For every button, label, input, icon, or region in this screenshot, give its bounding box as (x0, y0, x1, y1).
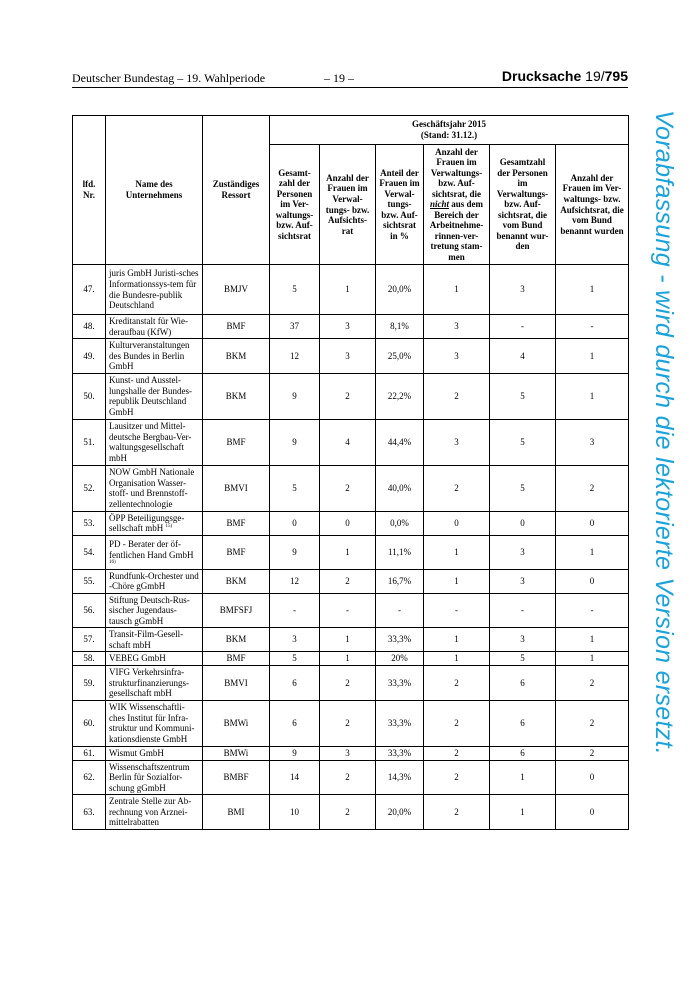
company-name-cell (106, 511, 203, 535)
women-count-cell: 2 (320, 666, 376, 701)
table-row (73, 628, 629, 652)
women-count-cell: 4 (320, 419, 376, 465)
total-federal-appointed-cell: 5 (490, 652, 556, 666)
ressort-cell: BMJV (203, 265, 270, 315)
ressort-cell: BMFSFJ (203, 593, 270, 628)
table-row (73, 265, 629, 315)
header-rule (72, 87, 628, 88)
ressort-cell: BMF (203, 419, 270, 465)
women-share-cell: 0,0% (376, 511, 424, 535)
footnote-marker: 15) (165, 524, 173, 530)
women-non-employee-cell: 1 (424, 535, 490, 569)
women-share-cell: 20% (376, 652, 424, 666)
total-federal-appointed-cell: 4 (490, 339, 556, 374)
ressort-cell: BKM (203, 628, 270, 652)
women-share-cell: 33,3% (376, 666, 424, 701)
row-number: 48. (73, 315, 106, 339)
company-name-cell (106, 419, 203, 465)
row-number: 52. (73, 465, 106, 511)
table-body (73, 265, 629, 830)
table-row (73, 465, 629, 511)
company-name: NOW GmbH Nationale Organisation Wasser-stoff- und Brennstoff-zellentechnologie (109, 467, 195, 509)
company-name: PD - Berater der öf-fentlichen Hand GmbH (109, 539, 194, 560)
row-number: 54. (73, 535, 106, 569)
women-count-cell: 3 (320, 746, 376, 760)
women-federal-appointed-cell: - (556, 593, 629, 628)
table-row (73, 795, 629, 830)
company-name: ÖPP Beteiligungsge-sellschaft mbH (109, 512, 185, 534)
company-name-cell (106, 760, 203, 795)
women-federal-appointed-cell: 2 (556, 700, 629, 746)
company-name: WIK Wissenschaftli-ches Institut für Infra-struktur und Kommuni-kationsdienste GmbH (109, 702, 195, 744)
row-number: 63. (73, 795, 106, 830)
header-lfd-nr: lfd. Nr. (73, 116, 106, 265)
company-name: Wissenschaftszentrum Berlin für Sozialfor-schung gGmbH (109, 761, 190, 793)
total-persons-cell: 9 (270, 373, 320, 419)
women-count-cell: 1 (320, 535, 376, 569)
women-non-employee-cell: 1 (424, 628, 490, 652)
total-persons-cell: 9 (270, 535, 320, 569)
header-company-name: Name des Unternehmens (106, 116, 203, 265)
women-non-employee-cell: 2 (424, 465, 490, 511)
women-count-cell: 3 (320, 339, 376, 374)
row-number: 58. (73, 652, 106, 666)
header-women-non-employee-b: aus dem Bereich der Arbeitnehme-rinnen-ver-tretung stam-men (429, 199, 484, 262)
women-non-employee-cell: 2 (424, 746, 490, 760)
total-federal-appointed-cell: 5 (490, 373, 556, 419)
total-persons-cell: 14 (270, 760, 320, 795)
supervisory-board-table (72, 115, 629, 830)
page-number: – 19 – (324, 71, 354, 85)
women-share-cell: 33,3% (376, 746, 424, 760)
ressort-cell: BMF (203, 315, 270, 339)
total-persons-cell: 5 (270, 652, 320, 666)
ressort-cell: BMI (203, 795, 270, 830)
doc-number-prefix: 19/ (585, 68, 605, 84)
women-share-cell: 16,7% (376, 569, 424, 593)
women-federal-appointed-cell: 0 (556, 511, 629, 535)
total-persons-cell: 12 (270, 339, 320, 374)
ressort-cell: BKM (203, 569, 270, 593)
women-federal-appointed-cell: 1 (556, 628, 629, 652)
total-persons-cell: 6 (270, 700, 320, 746)
women-non-employee-cell: 2 (424, 666, 490, 701)
header-fiscal-year-title: Geschäftsjahr 2015 (411, 119, 487, 130)
header-ressort: Zuständiges Ressort (203, 116, 270, 265)
ressort-cell: BKM (203, 373, 270, 419)
company-name: Kreditanstalt für Wie-deraufbau (KfW) (109, 316, 188, 337)
company-name-cell (106, 373, 203, 419)
company-name-cell (106, 700, 203, 746)
women-federal-appointed-cell: 1 (556, 652, 629, 666)
company-name: VIFG Verkehrsinfra-strukturfinanzierungs-gesellschaft mbH (109, 667, 189, 699)
ressort-cell: BMF (203, 652, 270, 666)
women-share-cell: 11,1% (376, 535, 424, 569)
table-row (73, 746, 629, 760)
total-persons-cell: 9 (270, 419, 320, 465)
table-row (73, 652, 629, 666)
header-fiscal-year-status: (Stand: 31.12.) (420, 130, 478, 140)
ressort-cell: BMWi (203, 746, 270, 760)
women-federal-appointed-cell: 1 (556, 265, 629, 315)
women-non-employee-cell: 2 (424, 700, 490, 746)
company-name-cell (106, 652, 203, 666)
total-federal-appointed-cell: - (490, 315, 556, 339)
company-name: juris GmbH Juristi-sches Informationssys-tem für die Bundesre-publik Deutschland (109, 268, 199, 311)
ressort-cell: BMF (203, 535, 270, 569)
women-count-cell: 0 (320, 511, 376, 535)
women-share-cell: 20,0% (376, 795, 424, 830)
total-federal-appointed-cell: 5 (490, 465, 556, 511)
row-number: 49. (73, 339, 106, 374)
total-persons-cell: 5 (270, 265, 320, 315)
company-name-cell (106, 535, 203, 569)
total-persons-cell: 3 (270, 628, 320, 652)
women-share-cell: 40,0% (376, 465, 424, 511)
table-row (73, 569, 629, 593)
company-name-cell (106, 569, 203, 593)
women-non-employee-cell: 1 (424, 569, 490, 593)
doc-label: Drucksache (501, 68, 582, 84)
header-row-1 (73, 116, 629, 145)
women-count-cell: 2 (320, 465, 376, 511)
header-women-share: Anteil der Frauen im Verwal-tungs- bzw. Auf-sichtsrat in % (376, 145, 424, 265)
total-federal-appointed-cell: - (490, 593, 556, 628)
table-row (73, 700, 629, 746)
company-name: Stiftung Deutsch-Rus-sischer Jugendaus-tausch gGmbH (109, 594, 190, 626)
women-share-cell: 33,3% (376, 700, 424, 746)
total-persons-cell: 0 (270, 511, 320, 535)
women-federal-appointed-cell: 1 (556, 373, 629, 419)
total-federal-appointed-cell: 3 (490, 628, 556, 652)
total-persons-cell: 12 (270, 569, 320, 593)
women-federal-appointed-cell: 2 (556, 746, 629, 760)
total-federal-appointed-cell: 6 (490, 666, 556, 701)
ressort-cell: BMBF (203, 760, 270, 795)
header-women-non-employee-emph: nicht (429, 199, 449, 210)
company-name-cell (106, 265, 203, 315)
row-number: 55. (73, 569, 106, 593)
total-federal-appointed-cell: 3 (490, 265, 556, 315)
women-count-cell: 2 (320, 373, 376, 419)
women-non-employee-cell: 3 (424, 339, 490, 374)
row-number: 47. (73, 265, 106, 315)
header-women-federal-appointed: Anzahl der Frauen im Ver-waltungs- bzw. Aufsichtsrat, die vom Bund benannt wurden (556, 145, 629, 265)
women-share-cell: - (376, 593, 424, 628)
women-count-cell: 2 (320, 760, 376, 795)
women-federal-appointed-cell: 1 (556, 339, 629, 374)
company-name-cell (106, 465, 203, 511)
row-number: 62. (73, 760, 106, 795)
women-share-cell: 22,2% (376, 373, 424, 419)
company-name: VEBEG GmbH (109, 653, 166, 664)
page-header (72, 70, 628, 88)
total-persons-cell: 10 (270, 795, 320, 830)
table-row (73, 419, 629, 465)
company-name: Lausitzer und Mittel-deutsche Bergbau-Ver-waltungsgesellschaft mbH (109, 421, 192, 463)
ressort-cell: BKM (203, 339, 270, 374)
table-row (73, 535, 629, 569)
women-share-cell: 25,0% (376, 339, 424, 374)
women-federal-appointed-cell: - (556, 315, 629, 339)
total-federal-appointed-cell: 3 (490, 535, 556, 569)
header-women-non-employee (424, 145, 490, 265)
company-name-cell (106, 666, 203, 701)
women-federal-appointed-cell: 2 (556, 666, 629, 701)
total-federal-appointed-cell: 1 (490, 760, 556, 795)
table-row (73, 315, 629, 339)
women-count-cell: 3 (320, 315, 376, 339)
document-number (502, 68, 628, 84)
women-federal-appointed-cell: 2 (556, 465, 629, 511)
women-non-employee-cell: 2 (424, 760, 490, 795)
table-row (73, 593, 629, 628)
women-count-cell: - (320, 593, 376, 628)
company-name: Kulturveranstaltungen des Bundes in Berlin GmbH (109, 340, 190, 372)
row-number: 56. (73, 593, 106, 628)
women-federal-appointed-cell: 0 (556, 795, 629, 830)
women-share-cell: 8,1% (376, 315, 424, 339)
company-name-cell (106, 795, 203, 830)
ressort-cell: BMVI (203, 666, 270, 701)
table-row (73, 339, 629, 374)
women-count-cell: 1 (320, 265, 376, 315)
company-name-cell (106, 339, 203, 374)
table-row (73, 760, 629, 795)
total-federal-appointed-cell: 0 (490, 511, 556, 535)
company-name: Kunst- und Ausstel-lungshalle der Bundes-republik Deutschland GmbH (109, 375, 192, 417)
women-non-employee-cell: 0 (424, 511, 490, 535)
row-number: 50. (73, 373, 106, 419)
total-federal-appointed-cell: 1 (490, 795, 556, 830)
women-federal-appointed-cell: 0 (556, 760, 629, 795)
women-federal-appointed-cell: 0 (556, 569, 629, 593)
row-number: 60. (73, 700, 106, 746)
header-total-federal-appointed: Gesamtzahl der Personen im Verwaltungs- bzw. Auf-sichtsrat, die vom Bund benannt wur-den (490, 145, 556, 265)
company-name-cell (106, 628, 203, 652)
total-federal-appointed-cell: 3 (490, 569, 556, 593)
ressort-cell: BMVI (203, 465, 270, 511)
total-persons-cell: 6 (270, 666, 320, 701)
table-row (73, 511, 629, 535)
header-women-count: Anzahl der Frauen im Verwal-tungs- bzw. Aufsichts-rat (320, 145, 376, 265)
company-name: Transit-Film-Gesell-schaft mbH (109, 629, 184, 650)
women-federal-appointed-cell: 1 (556, 535, 629, 569)
women-share-cell: 44,4% (376, 419, 424, 465)
footnote-marker: 16) (109, 560, 116, 566)
table-row (73, 666, 629, 701)
row-number: 61. (73, 746, 106, 760)
women-count-cell: 1 (320, 652, 376, 666)
women-non-employee-cell: 1 (424, 652, 490, 666)
total-persons-cell: 5 (270, 465, 320, 511)
row-number: 57. (73, 628, 106, 652)
company-name: Rundfunk-Orchester und -Chöre gGmbH (109, 570, 199, 592)
women-share-cell: 33,3% (376, 628, 424, 652)
header-women-non-employee-a: Anzahl der Frauen im Verwaltungs- bzw. Auf-sichtsrat, die (430, 146, 483, 199)
doc-number-page: 795 (604, 68, 628, 84)
company-name: Wismut GmbH (109, 748, 164, 758)
company-name: Zentrale Stelle zur Ab-rechnung von Arznei-mittelrabatten (109, 796, 192, 828)
company-name-cell (106, 746, 203, 760)
total-persons-cell: 37 (270, 315, 320, 339)
total-persons-cell: 9 (270, 746, 320, 760)
row-number: 59. (73, 666, 106, 701)
women-share-cell: 14,3% (376, 760, 424, 795)
women-non-employee-cell: 1 (424, 265, 490, 315)
company-name-cell (106, 315, 203, 339)
header-total-persons: Gesamt-zahl der Personen im Ver-waltungs- bzw. Auf-sichtsrat (270, 145, 320, 265)
parliament-period: Deutscher Bundestag – 19. Wahlperiode (72, 71, 266, 85)
header-fiscal-year (270, 116, 629, 145)
women-non-employee-cell: 3 (424, 419, 490, 465)
women-share-cell: 20,0% (376, 265, 424, 315)
women-count-cell: 2 (320, 700, 376, 746)
women-non-employee-cell: 2 (424, 795, 490, 830)
table-row (73, 373, 629, 419)
women-count-cell: 2 (320, 569, 376, 593)
women-non-employee-cell: 2 (424, 373, 490, 419)
ressort-cell: BMWi (203, 700, 270, 746)
total-federal-appointed-cell: 5 (490, 419, 556, 465)
women-count-cell: 1 (320, 628, 376, 652)
ressort-cell: BMF (203, 511, 270, 535)
row-number: 53. (73, 511, 106, 535)
women-federal-appointed-cell: 3 (556, 419, 629, 465)
row-number: 51. (73, 419, 106, 465)
company-name-cell (106, 593, 203, 628)
women-count-cell: 2 (320, 795, 376, 830)
total-persons-cell: - (270, 593, 320, 628)
total-federal-appointed-cell: 6 (490, 746, 556, 760)
women-non-employee-cell: - (424, 593, 490, 628)
women-non-employee-cell: 3 (424, 315, 490, 339)
draft-watermark: Vorabfassung - wird durch die lektorierte Version ersetzt. (650, 110, 678, 755)
total-federal-appointed-cell: 6 (490, 700, 556, 746)
